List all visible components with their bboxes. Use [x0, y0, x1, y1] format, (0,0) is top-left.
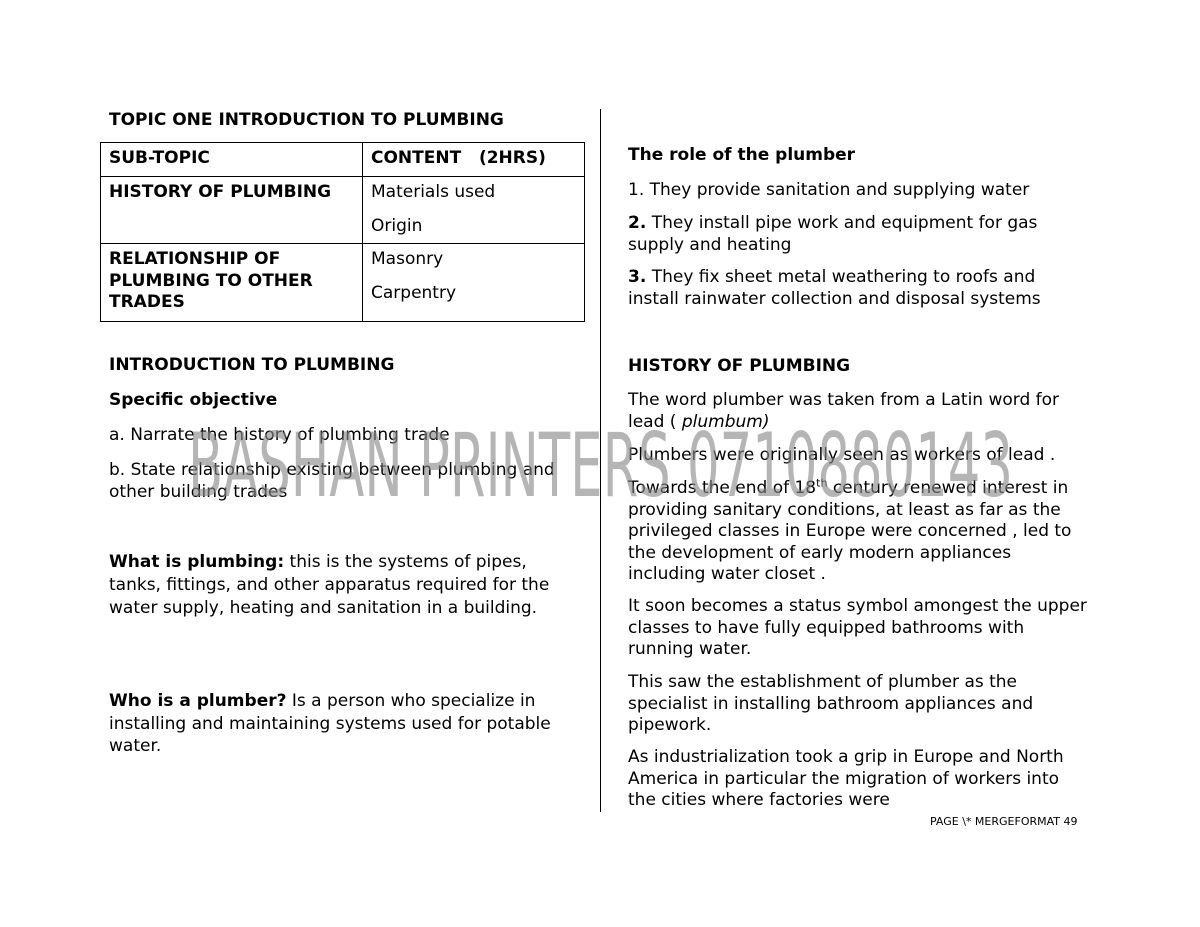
role-item	[628, 180, 1098, 202]
table-header-content: CONTENT (2HRS)	[363, 143, 585, 177]
table-cell-content	[363, 177, 585, 244]
table-cell-content	[363, 244, 585, 322]
table-content-item: Carpentry	[371, 282, 457, 303]
table-content-item: Origin	[371, 215, 423, 236]
role-text: They provide sanitation and supplying water	[644, 180, 1030, 200]
objective-item: a. Narrate the history of plumbing trade	[109, 425, 450, 445]
plumber-definition-text: Is a person who specialize in installing and maintaining systems used for potable water.	[109, 691, 551, 756]
history-paragraph: It soon becomes a status symbol amongest the upper classes to have fully equipped bathrooms with running water.	[628, 596, 1087, 659]
history-text: The word plumber was taken from a Latin word for lead (	[628, 390, 1060, 432]
role-number: 1.	[628, 180, 645, 200]
history-paragraph: As industrialization took a grip in Europe and North America in particular the migration of workers into the cities where factories were	[628, 747, 1064, 810]
plumbing-definition	[109, 551, 569, 620]
plumbing-definition-term: What is plumbing:	[109, 552, 285, 572]
history-text: century renewed interest in providing sanitary conditions, at least as far as the privileged classes in Europe were concerned , led to the development of early modern appliances including water closet .	[628, 478, 1072, 584]
page-footer: PAGE \* MERGEFORMAT 49	[930, 815, 1078, 828]
plumber-definition	[109, 690, 579, 758]
objective-item: b. State relationship existing between plumbing and other building trades	[109, 460, 555, 502]
history-text: Towards the end of 18	[628, 478, 817, 498]
history-paragraph	[628, 478, 1088, 586]
table-cell-subtopic: RELATIONSHIP OF PLUMBING TO OTHER TRADES	[101, 244, 363, 322]
table-row	[101, 244, 585, 322]
role-item	[628, 213, 1078, 256]
history-paragraph: This saw the establishment of plumber as the specialist in installing bathroom appliances and pipework.	[628, 672, 1034, 735]
topic-table	[100, 142, 585, 322]
role-text: They install pipe work and equipment for gas supply and heating	[628, 213, 1038, 255]
role-text: They fix sheet metal weathering to roofs and install rainwater collection and disposal systems	[628, 267, 1041, 309]
latin-word: plumbum)	[681, 411, 770, 432]
role-number: 3.	[628, 267, 647, 287]
table-cell-subtopic: HISTORY OF PLUMBING	[101, 177, 363, 244]
column-divider	[600, 109, 601, 812]
plumbing-definition-text: this is the systems of pipes, tanks, fittings, and other apparatus required for the water supply, heating and sanitation in a building.	[109, 552, 550, 618]
objective-heading: Specific objective	[109, 390, 278, 410]
history-paragraph	[628, 390, 1098, 433]
table-row	[101, 177, 585, 244]
history-paragraph: Plumbers were originally seen as workers of lead .	[628, 445, 1056, 465]
intro-heading: INTRODUCTION TO PLUMBING	[109, 355, 395, 375]
role-number: 2.	[628, 213, 647, 233]
table-header-subtopic: SUB-TOPIC	[101, 143, 363, 177]
table-header-row	[101, 143, 585, 177]
topic-title: TOPIC ONE INTRODUCTION TO PLUMBING	[109, 110, 504, 130]
role-item	[628, 267, 1088, 310]
watermark-text: BASHAN PRINTERS 0710880143	[188, 416, 1013, 506]
table-content-item: Materials used	[371, 182, 496, 202]
plumber-definition-term: Who is a plumber?	[109, 691, 287, 711]
role-heading: The role of the plumber	[628, 145, 856, 165]
ordinal-suffix: th	[816, 476, 828, 490]
table-content-item: Masonry	[371, 249, 444, 269]
history-heading: HISTORY OF PLUMBING	[628, 356, 851, 376]
